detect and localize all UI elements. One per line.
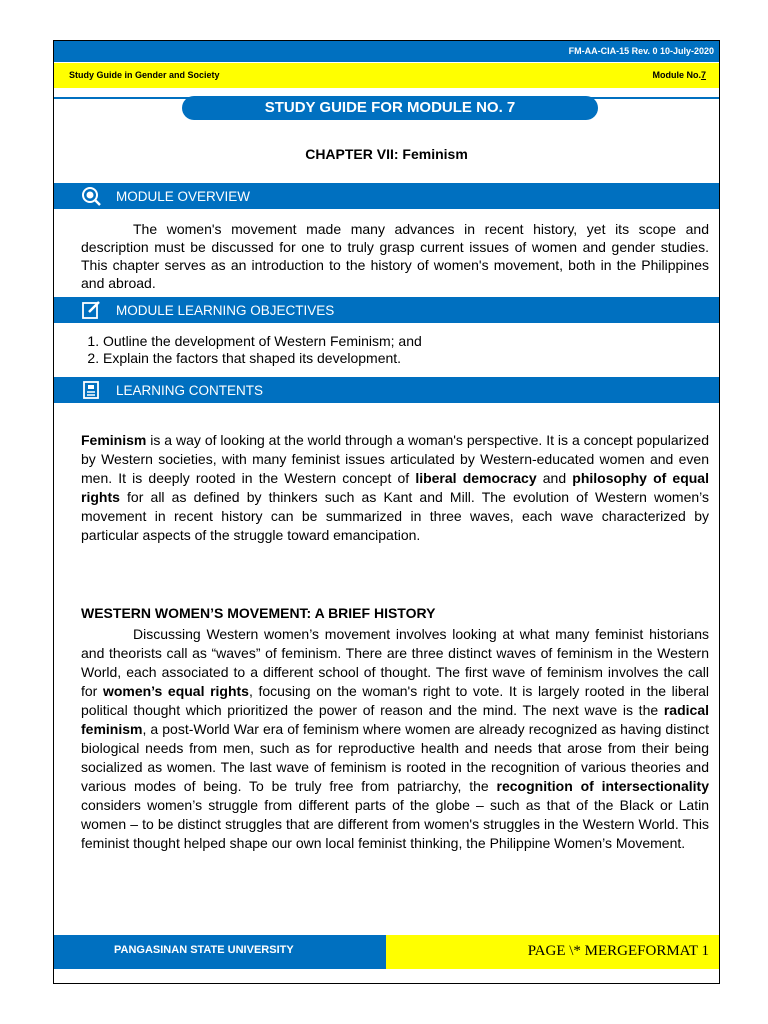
term-equal-rights: philosophy of equal rights: [81, 470, 709, 505]
chapter-title: CHAPTER VII: Feminism: [305, 146, 468, 162]
text-run: and: [536, 470, 573, 486]
module-label: Module No.: [652, 70, 701, 80]
history-paragraph: [81, 625, 709, 853]
term-feminism: Feminism: [81, 432, 147, 448]
text-run: for all as defined by thinkers such as Kant and Mill. The evolution of Western women’s movement in recent history can be summarized in three waves, each wave characterized by particular aspects of the struggle toward emancipation.: [81, 489, 709, 543]
section-module-overview: [54, 183, 719, 209]
page-number: PAGE \* MERGEFORMAT 1: [527, 943, 709, 959]
section-label: LEARNING CONTENTS: [116, 383, 264, 398]
term-intersectionality: recognition of intersectionality: [496, 778, 709, 794]
feminism-paragraph: [81, 431, 709, 545]
history-heading: WESTERN WOMEN’S MOVEMENT: A BRIEF HISTORY: [81, 605, 436, 621]
document-icon: [81, 380, 101, 400]
section-label: MODULE OVERVIEW: [116, 189, 251, 204]
list-item: 1. Outline the development of Western Feminism; and: [103, 333, 422, 350]
list-item: 2. Explain the factors that shaped its development.: [103, 350, 422, 367]
form-code: FM-AA-CIA-15 Rev. 0 10-July-2020: [568, 46, 714, 56]
overview-text: The women's movement made many advances in recent history, yet its scope and description must be discussed for one to truly grasp current issues of women and gender studies. This chapter serves as an introduction to the history of women's movement, both in the Philippines and abroad.: [81, 221, 709, 291]
text-run: is a way of looking at the world through a woman's perspective. It is a concept popularized by Western societies, with many feminist issues articulated by Western-educated women and even men. It is deeply rooted in the Western concept of: [81, 432, 709, 486]
term-liberal-democracy: liberal democracy: [415, 470, 537, 486]
term-radical-feminism: radical feminism: [81, 702, 709, 737]
module-number: [652, 70, 706, 80]
module-number-value: 7: [700, 70, 706, 80]
footer-university-bar: [54, 935, 386, 969]
footer-page-bar: [386, 935, 719, 969]
objectives-list: [81, 333, 422, 367]
text-run: , a post-World War era of feminism where women are already recognized as having distinct biological needs from men, such as for reproductive health and needs that arose from their being socialized as women. The last wave of feminism is rooted in the recognition of various theories and various modes of being. To be truly free from patriarchy, the: [81, 721, 709, 794]
university-name: PANGASINAN STATE UNIVERSITY: [114, 944, 294, 956]
text-run: Discussing Western women’s movement involves looking at what many feminist historians and theorists call as “waves” of feminism. There are three distinct waves of feminism in the Western World, each associated to a different school of thought. The first wave of feminism involves the call for: [81, 626, 709, 699]
module-title-banner: STUDY GUIDE FOR MODULE NO. 7: [182, 96, 598, 120]
text-run: considers women’s struggle from different parts of the globe – such as that of the Black or Latin women – to be distinct struggles that are different from women's struggles in the Western World. This feminist thought helped shape our own local feminist thinking, the Philippine Women’s Movement.: [81, 797, 709, 851]
term-womens-equal-rights: women’s equal rights: [102, 683, 249, 699]
text-run: , focusing on the woman's right to vote. It is largely rooted in the liberal political thought which prioritized the power of reason and the mind. The next wave is the: [81, 683, 709, 718]
study-guide-title: Study Guide in Gender and Society: [69, 70, 220, 80]
section-label: MODULE LEARNING OBJECTIVES: [116, 303, 335, 318]
section-learning-contents: [54, 377, 719, 403]
magnifier-icon: [81, 186, 101, 206]
edit-icon: [81, 300, 101, 320]
section-learning-objectives: [54, 297, 719, 323]
